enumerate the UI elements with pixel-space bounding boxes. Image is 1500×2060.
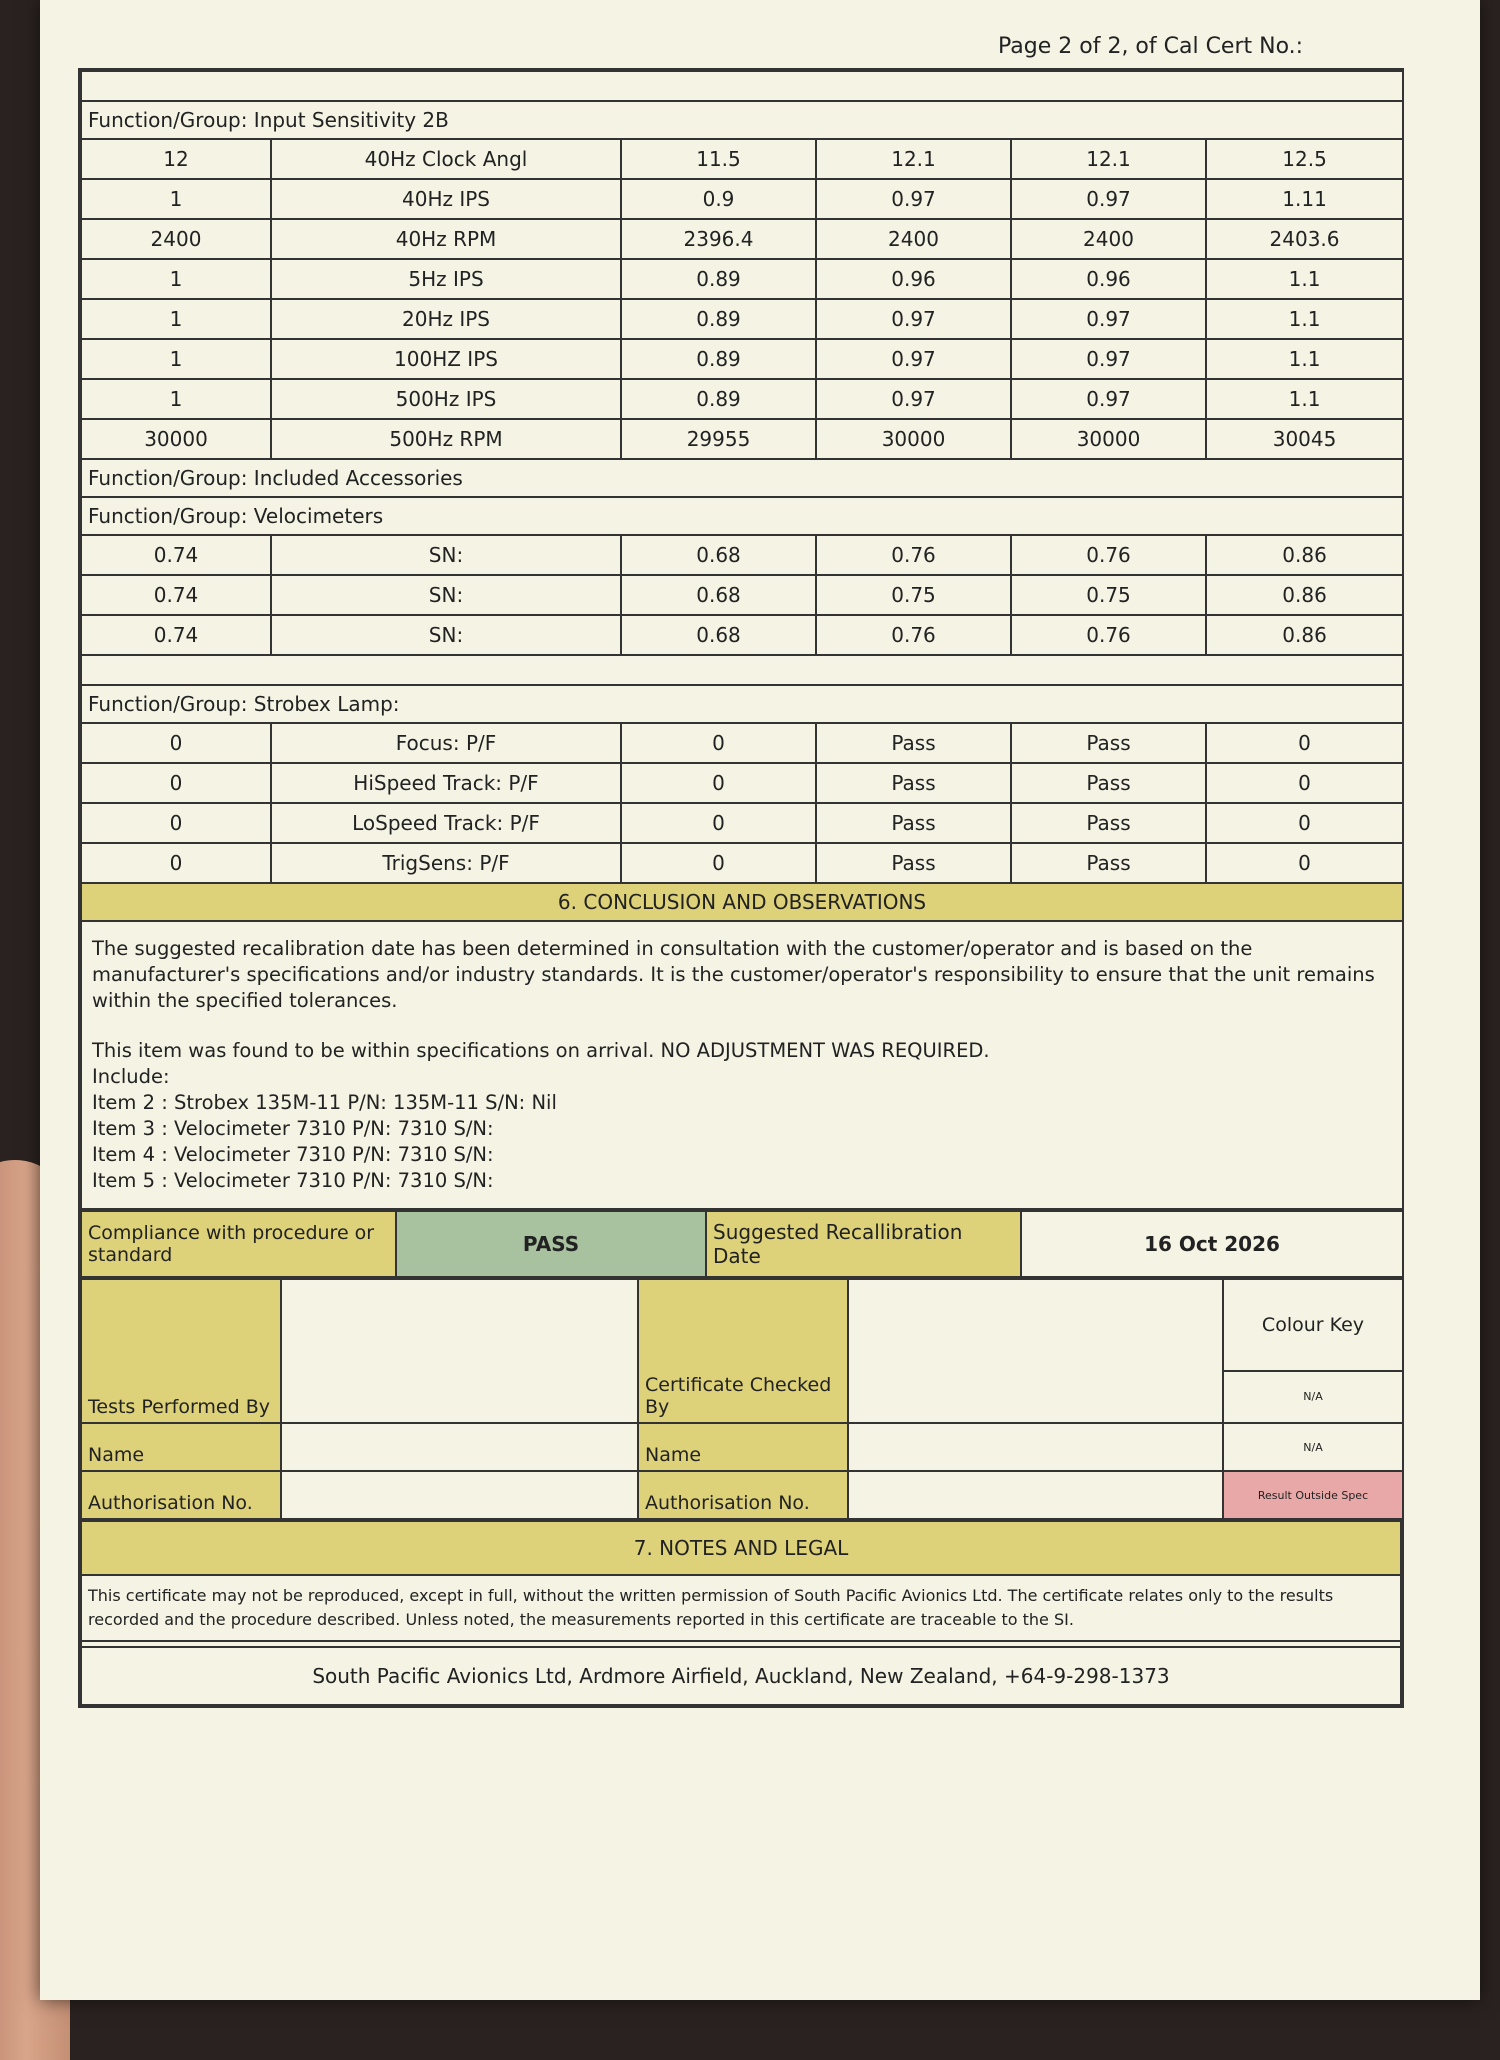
legal-text-row <box>81 1575 1401 1641</box>
tests-name-label: Name <box>81 1423 281 1471</box>
table-cell: 0 <box>621 723 816 763</box>
table-cell: 0.96 <box>1011 259 1206 299</box>
legal-title: 7. NOTES AND LEGAL <box>81 1521 1401 1575</box>
conclusion-line: Item 5 : Velocimeter 7310 P/N: 7310 S/N: <box>92 1169 494 1192</box>
table-cell: 0 <box>621 843 816 883</box>
signature-row <box>81 1279 1403 1371</box>
table-row <box>81 299 1403 339</box>
table-cell: 2400 <box>81 219 271 259</box>
strobex-rows <box>81 723 1403 883</box>
table-row <box>81 535 1403 575</box>
table-row <box>81 339 1403 379</box>
group-header-input-sensitivity <box>81 101 1403 139</box>
table-cell: 0.97 <box>816 179 1011 219</box>
table-cell: 1.1 <box>1206 299 1403 339</box>
table-cell: Pass <box>1011 803 1206 843</box>
table-cell: 0.86 <box>1206 615 1403 655</box>
table-cell: 29955 <box>621 419 816 459</box>
tests-performed-label: Tests Performed By <box>81 1279 281 1423</box>
conclusion-body-row <box>81 921 1403 1209</box>
conclusion-line: Item 2 : Strobex 135M-11 P/N: 135M-11 S/N: Nil <box>92 1091 557 1114</box>
compliance-row <box>81 1211 1403 1277</box>
table-cell: 0 <box>81 843 271 883</box>
table-row <box>81 179 1403 219</box>
tests-name-field[interactable] <box>281 1423 638 1471</box>
table-cell: 20Hz IPS <box>271 299 621 339</box>
table-cell: 40Hz RPM <box>271 219 621 259</box>
name-row <box>81 1423 1403 1471</box>
legal-text: This certificate may not be reproduced, except in full, without the written permission of South Pacific Avionics Ltd. The certificate relates only to the results recorded and the procedure described. Unless noted, the measurements reported in this certificate are traceable to the SI. <box>81 1575 1401 1641</box>
table-cell: 0.74 <box>81 615 271 655</box>
group-label: Function/Group: Velocimeters <box>81 497 1403 535</box>
table-cell: 0.97 <box>1011 339 1206 379</box>
table-cell: 0 <box>81 803 271 843</box>
table-cell: 0.75 <box>1011 575 1206 615</box>
blank-row <box>81 655 1403 685</box>
certificate-page <box>40 0 1480 2000</box>
table-cell: 0.89 <box>621 339 816 379</box>
table-row <box>81 139 1403 179</box>
group-label: Function/Group: Input Sensitivity 2B <box>81 101 1403 139</box>
table-cell: Focus: P/F <box>271 723 621 763</box>
table-cell: 12.5 <box>1206 139 1403 179</box>
measurements-table <box>80 70 1404 1210</box>
calibration-form <box>78 68 1404 1708</box>
table-cell: 1 <box>81 299 271 339</box>
table-cell: LoSpeed Track: P/F <box>271 803 621 843</box>
authorisation-row <box>81 1471 1403 1519</box>
table-cell: 1.1 <box>1206 379 1403 419</box>
table-cell: 0.75 <box>816 575 1011 615</box>
footer-address: South Pacific Avionics Ltd, Ardmore Airfield, Auckland, New Zealand, +64-9-298-1373 <box>81 1647 1401 1705</box>
table-cell: 0.96 <box>816 259 1011 299</box>
table-row <box>81 575 1403 615</box>
conclusion-line: Include: <box>92 1065 170 1088</box>
table-cell: Pass <box>816 843 1011 883</box>
table-row <box>81 379 1403 419</box>
table-cell: 0 <box>621 763 816 803</box>
table-cell: 1.11 <box>1206 179 1403 219</box>
table-cell: 2400 <box>816 219 1011 259</box>
table-row <box>81 723 1403 763</box>
tests-authorisation-field[interactable] <box>281 1471 638 1519</box>
table-cell: 0.74 <box>81 575 271 615</box>
table-row <box>81 259 1403 299</box>
table-cell: 5Hz IPS <box>271 259 621 299</box>
table-cell: 1 <box>81 179 271 219</box>
colour-key-outside-spec: Result Outside Spec <box>1223 1471 1403 1519</box>
legal-table <box>80 1520 1402 1706</box>
table-cell: 40Hz Clock Angl <box>271 139 621 179</box>
table-cell: 0.97 <box>816 339 1011 379</box>
group-label: Function/Group: Included Accessories <box>81 459 1403 497</box>
certificate-checked-label: Certificate Checked By <box>638 1279 848 1423</box>
table-cell: 0.76 <box>816 535 1011 575</box>
table-cell: 0 <box>81 763 271 803</box>
conclusion-line: Item 3 : Velocimeter 7310 P/N: 7310 S/N: <box>92 1117 494 1140</box>
table-cell: 12 <box>81 139 271 179</box>
table-cell: 0.68 <box>621 575 816 615</box>
table-cell: 40Hz IPS <box>271 179 621 219</box>
compliance-table <box>80 1210 1404 1278</box>
table-cell: SN: <box>271 615 621 655</box>
recalibration-date: 16 Oct 2026 <box>1021 1211 1403 1277</box>
table-cell: 0 <box>81 723 271 763</box>
table-cell: 1.1 <box>1206 259 1403 299</box>
velocimeter-rows <box>81 535 1403 655</box>
table-cell: 0.89 <box>621 259 816 299</box>
table-cell: 0.68 <box>621 615 816 655</box>
checked-name-field[interactable] <box>848 1423 1223 1471</box>
table-cell: 500Hz RPM <box>271 419 621 459</box>
footer-row <box>81 1647 1401 1705</box>
conclusion-title: 6. CONCLUSION AND OBSERVATIONS <box>81 883 1403 921</box>
conclusion-line: Item 4 : Velocimeter 7310 P/N: 7310 S/N: <box>92 1143 494 1166</box>
checked-authorisation-field[interactable] <box>848 1471 1223 1519</box>
table-cell: 2396.4 <box>621 219 816 259</box>
compliance-result: PASS <box>396 1211 706 1277</box>
compliance-label: Compliance with procedure or standard <box>81 1211 396 1277</box>
table-cell: 12.1 <box>1011 139 1206 179</box>
table-cell: 1.1 <box>1206 339 1403 379</box>
table-cell: 500Hz IPS <box>271 379 621 419</box>
table-cell: Pass <box>1011 763 1206 803</box>
group-header-strobex <box>81 685 1403 723</box>
table-cell: 30000 <box>81 419 271 459</box>
tests-performed-signature-field[interactable] <box>281 1279 638 1423</box>
group-header-velocimeters <box>81 497 1403 535</box>
table-row <box>81 219 1403 259</box>
table-cell: SN: <box>271 575 621 615</box>
table-cell: 1 <box>81 259 271 299</box>
table-cell: 0.76 <box>1011 535 1206 575</box>
table-cell: 12.1 <box>816 139 1011 179</box>
table-cell: HiSpeed Track: P/F <box>271 763 621 803</box>
table-cell: 2400 <box>1011 219 1206 259</box>
colour-key-na: N/A <box>1223 1423 1403 1471</box>
conclusion-line: This item was found to be within specifications on arrival. NO ADJUSTMENT WAS REQUIRED. <box>92 1039 990 1062</box>
table-cell: TrigSens: P/F <box>271 843 621 883</box>
table-cell: 0 <box>1206 843 1403 883</box>
group-header-included-accessories <box>81 459 1403 497</box>
table-cell: 0.68 <box>621 535 816 575</box>
table-cell: 0.74 <box>81 535 271 575</box>
table-cell: 0.89 <box>621 379 816 419</box>
checked-name-label: Name <box>638 1423 848 1471</box>
table-cell: 0.97 <box>1011 179 1206 219</box>
legal-title-row <box>81 1521 1401 1575</box>
table-row <box>81 615 1403 655</box>
table-cell: SN: <box>271 535 621 575</box>
table-cell: Pass <box>1011 843 1206 883</box>
table-cell: 30000 <box>1011 419 1206 459</box>
table-cell: 0.86 <box>1206 575 1403 615</box>
table-cell: 0.76 <box>1011 615 1206 655</box>
table-cell: 0.97 <box>816 379 1011 419</box>
conclusion-paragraph: The suggested recalibration date has been determined in consultation with the customer/operator and is based on the manufacturer's specifications and/or industry standards. It is the customer/operator's responsibility to ensure that the unit remains within the specified tolerances. <box>92 937 1375 1012</box>
page-number-label: Page 2 of 2, of Cal Cert No.: <box>998 34 1304 59</box>
table-cell: 0 <box>1206 723 1403 763</box>
table-cell: 30000 <box>816 419 1011 459</box>
table-cell: 0 <box>1206 763 1403 803</box>
conclusion-title-row <box>81 883 1403 921</box>
table-cell: Pass <box>816 803 1011 843</box>
colour-key-na: N/A <box>1223 1371 1403 1423</box>
table-cell: 2403.6 <box>1206 219 1403 259</box>
tests-authorisation-label: Authorisation No. <box>81 1471 281 1519</box>
table-row <box>81 419 1403 459</box>
input-sensitivity-rows <box>81 139 1403 459</box>
table-cell: 0 <box>621 803 816 843</box>
table-cell: Pass <box>816 723 1011 763</box>
table-cell: 0.97 <box>816 299 1011 339</box>
table-cell: 1 <box>81 379 271 419</box>
table-row <box>81 803 1403 843</box>
signature-table <box>80 1278 1404 1520</box>
table-cell: 0.86 <box>1206 535 1403 575</box>
table-cell: 0 <box>1206 803 1403 843</box>
table-cell: 0.89 <box>621 299 816 339</box>
recalibration-label: Suggested Recallibration Date <box>706 1211 1021 1277</box>
table-cell: Pass <box>1011 723 1206 763</box>
group-label: Function/Group: Strobex Lamp: <box>81 685 1403 723</box>
colour-key-label: Colour Key <box>1223 1279 1403 1371</box>
table-row <box>81 843 1403 883</box>
table-cell: 30045 <box>1206 419 1403 459</box>
table-cell: 100HZ IPS <box>271 339 621 379</box>
checked-authorisation-label: Authorisation No. <box>638 1471 848 1519</box>
table-cell: 0.97 <box>1011 379 1206 419</box>
table-row <box>81 763 1403 803</box>
table-cell: 0.76 <box>816 615 1011 655</box>
table-cell: 11.5 <box>621 139 816 179</box>
table-cell: Pass <box>816 763 1011 803</box>
conclusion-body <box>81 921 1403 1209</box>
blank-row <box>81 71 1403 101</box>
table-cell: 0.97 <box>1011 299 1206 339</box>
table-cell: 0.9 <box>621 179 816 219</box>
certificate-checked-signature-field[interactable] <box>848 1279 1223 1423</box>
table-cell: 1 <box>81 339 271 379</box>
